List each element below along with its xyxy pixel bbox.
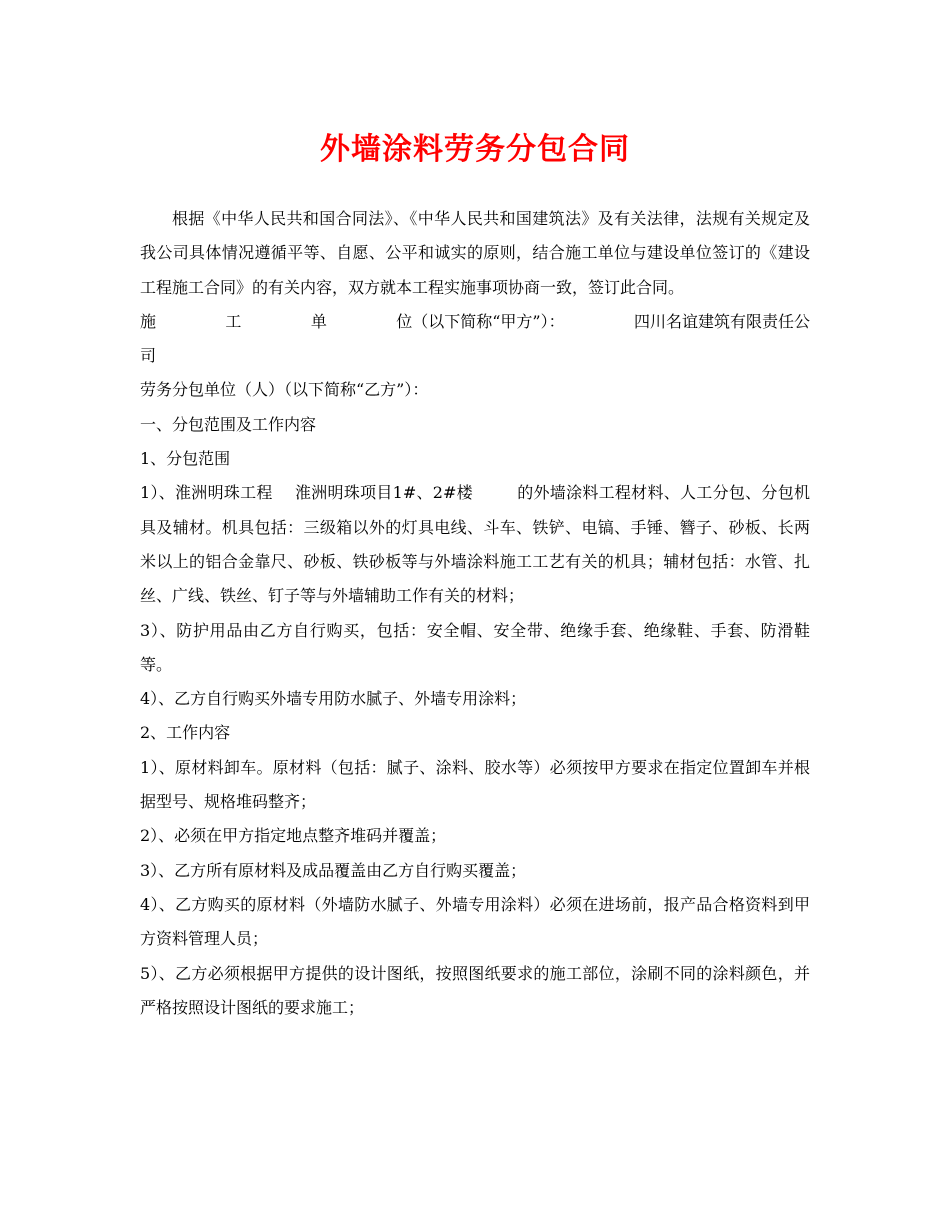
party-a-char-2: 工: [225, 311, 242, 331]
scope-item-1-prefix: 1）、淮洲明珠工程: [140, 483, 273, 503]
section-1-heading: 一、分包范围及工作内容: [140, 414, 317, 434]
work-item-2: 2）、必须在甲方指定地点整齐堆码并覆盖；: [140, 826, 447, 846]
party-a-company-tail: 司: [140, 346, 157, 366]
work-item-3: 3）、乙方所有原材料及成品覆盖由乙方自行购买覆盖；: [140, 860, 527, 880]
scope-heading: 1、分包范围: [140, 449, 231, 469]
document-title: 外墙涂料劳务分包合同: [320, 132, 630, 167]
party-a-char-1: 施: [140, 311, 157, 331]
party-a-line: [140, 305, 810, 339]
scope-item-1-rest: 的外墙涂料工程材料、人工分包、分包机具及辅材。机具包括：三级箱以外的灯具电线、斗车、铁铲、电镐、手锤、簪子、砂板、长两米以上的铝合金靠尺、砂板、铁砂板等与外墙涂料施工工艺有关的机具；辅材包括：水管、扎丝、广线、铁丝、钉子等与外墙辅助工作有关的材料；: [140, 483, 810, 606]
party-a-company: 四川名谊建筑有限责任公: [633, 311, 810, 331]
work-item-4: 4）、乙方购买的原材料（外墙防水腻子、外墙专用涂料）必须在进场前，报产品合格资料到甲方资料管理人员；: [140, 894, 810, 949]
work-item-1: 1）、原材料卸车。原材料（包括：腻子、涂料、胶水等）必须按甲方要求在指定位置卸车并根据型号、规格堆码整齐；: [140, 757, 810, 812]
party-a-label-rest: 位（以下简称“甲方”）：: [396, 311, 565, 331]
scope-item-1-project: 淮洲明珠项目1#、2#楼: [294, 483, 473, 503]
scope-item-3: 3）、防护用品由乙方自行购买，包括：安全帽、安全带、绝缘手套、绝缘鞋、手套、防滑鞋等。: [140, 620, 810, 674]
work-item-5: 5）、乙方必须根据甲方提供的设计图纸，按照图纸要求的施工部位，涂刷不同的涂料颜色，并严格按照设计图纸的要求施工；: [140, 963, 810, 1017]
party-a-char-3: 单: [310, 311, 327, 331]
intro-paragraph: 根据《中华人民共和国合同法》、《中华人民共和国建筑法》及有关法律，法规有关规定及我公司具体情况遵循平等、自愿、公平和诚实的原则，结合施工单位与建设单位签订的《建设工程施工合同》的有关内容，双方就本工程实施事项协商一致，签订此合同。: [140, 209, 810, 297]
party-b-line: 劳务分包单位（人）（以下简称“乙方”）：: [140, 380, 429, 400]
work-heading: 2、工作内容: [140, 723, 231, 743]
document-body: [140, 202, 810, 1025]
scope-item-1: [140, 476, 810, 613]
scope-item-4: 4）、乙方自行购买外墙专用防水腻子、外墙专用涂料；: [140, 689, 527, 709]
